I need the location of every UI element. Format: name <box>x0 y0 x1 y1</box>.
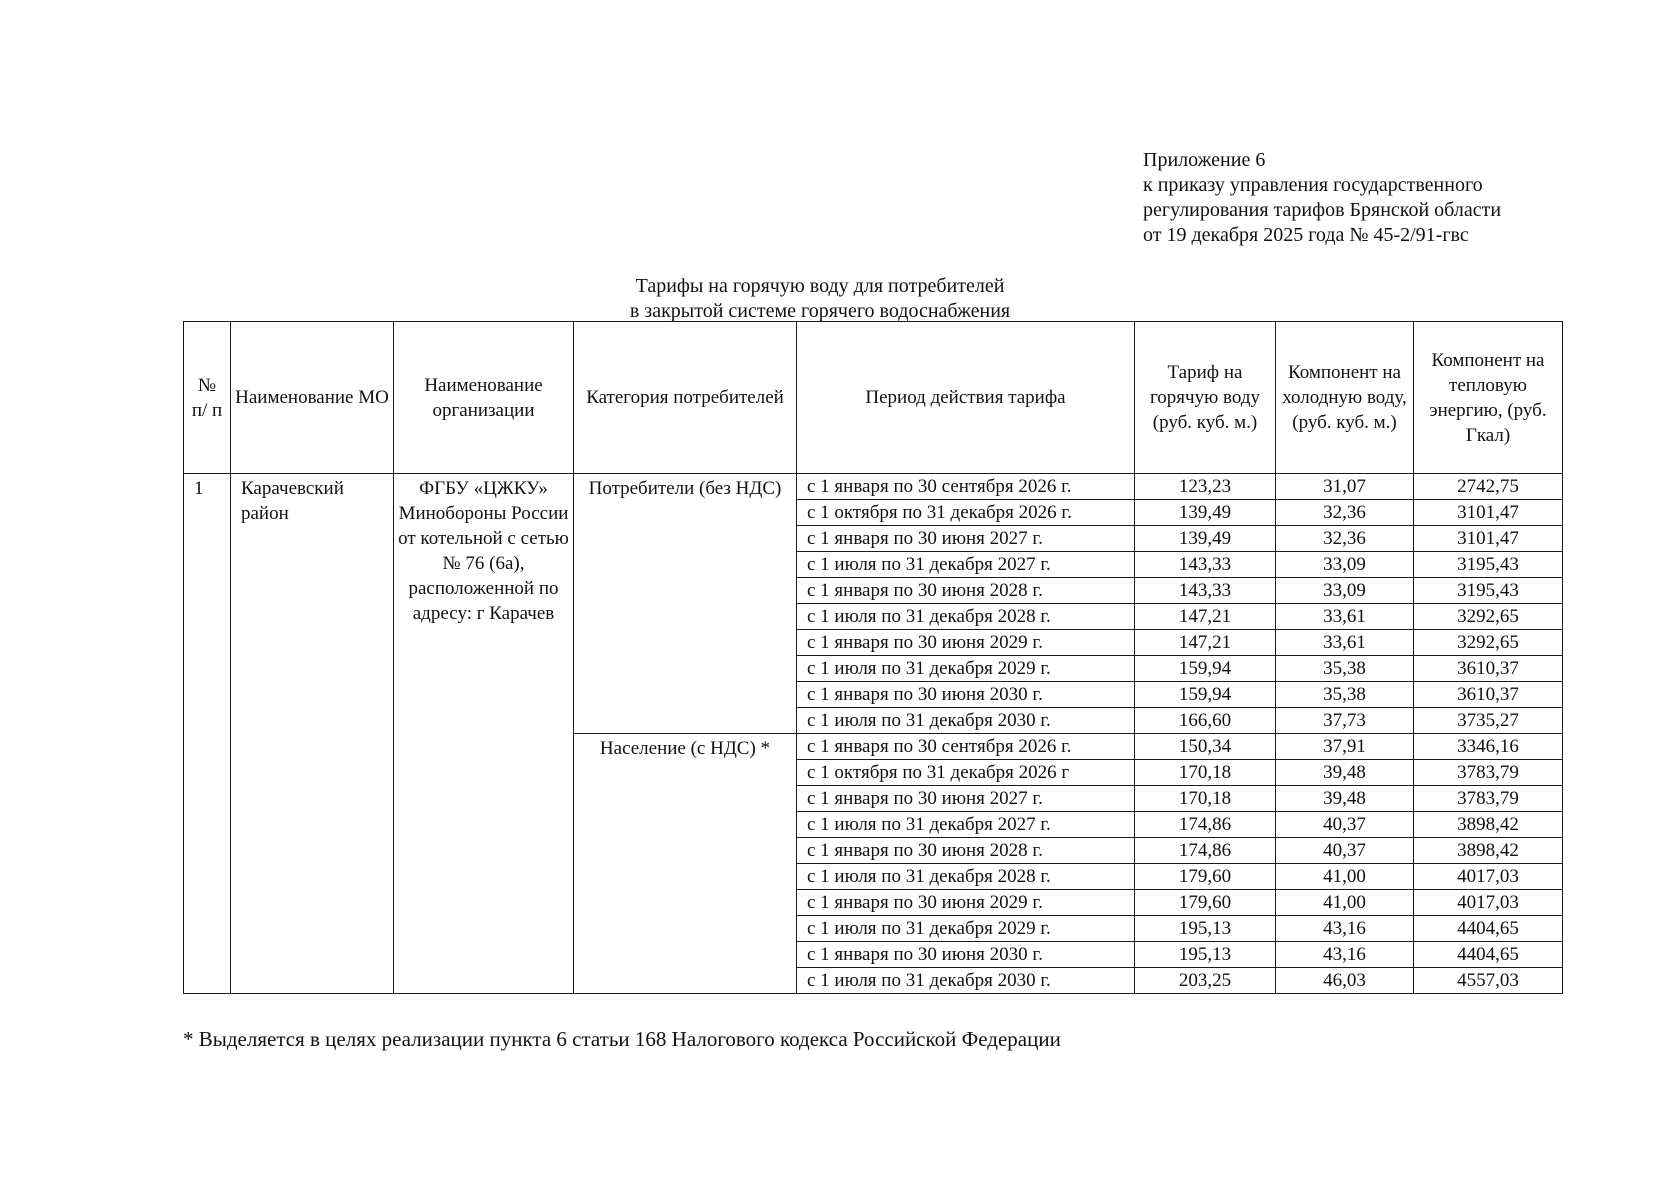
tariff-cell: 139,49 <box>1135 526 1276 552</box>
appendix-line: Приложение 6 <box>1143 149 1266 171</box>
title-line: в закрытой системе горячего водоснабжения <box>629 300 1011 322</box>
heat-energy-cell: 3610,37 <box>1414 682 1563 708</box>
heat-energy-cell: 2742,75 <box>1414 474 1563 500</box>
cold-water-cell: 32,36 <box>1276 526 1414 552</box>
municipality-cell: Карачевский район <box>231 474 394 994</box>
cold-water-cell: 33,09 <box>1276 578 1414 604</box>
period-cell: с 1 июля по 31 декабря 2028 г. <box>797 864 1135 890</box>
tariff-cell: 195,13 <box>1135 916 1276 942</box>
heat-energy-cell: 4557,03 <box>1414 968 1563 994</box>
appendix-block <box>1143 148 1501 248</box>
cold-water-cell: 37,73 <box>1276 708 1414 734</box>
period-cell: с 1 июля по 31 декабря 2029 г. <box>797 656 1135 682</box>
cold-water-cell: 33,61 <box>1276 630 1414 656</box>
period-cell: с 1 января по 30 июня 2028 г. <box>797 838 1135 864</box>
cold-water-cell: 43,16 <box>1276 916 1414 942</box>
period-cell: с 1 января по 30 сентября 2026 г. <box>797 734 1135 760</box>
header-cold-water: Компонент на холодную воду, (руб. куб. м.) <box>1276 322 1414 474</box>
tariff-cell: 139,49 <box>1135 500 1276 526</box>
tariff-cell: 159,94 <box>1135 656 1276 682</box>
header-heat-energy: Компонент на тепловую энергию, (руб. Гкал) <box>1414 322 1563 474</box>
heat-energy-cell: 3346,16 <box>1414 734 1563 760</box>
appendix-line: регулирования тарифов Брянской области <box>1143 199 1502 221</box>
heat-energy-cell: 3195,43 <box>1414 552 1563 578</box>
heat-energy-cell: 3292,65 <box>1414 604 1563 630</box>
period-cell: с 1 января по 30 июня 2027 г. <box>797 526 1135 552</box>
category-cell: Потребители (без НДС) <box>574 474 797 734</box>
heat-energy-cell: 3101,47 <box>1414 500 1563 526</box>
tariff-cell: 159,94 <box>1135 682 1276 708</box>
period-cell: с 1 июля по 31 декабря 2027 г. <box>797 812 1135 838</box>
cold-water-cell: 40,37 <box>1276 812 1414 838</box>
title-line: Тарифы на горячую воду для потребителей <box>635 275 1005 297</box>
heat-energy-cell: 4017,03 <box>1414 864 1563 890</box>
period-cell: с 1 июля по 31 декабря 2027 г. <box>797 552 1135 578</box>
period-cell: с 1 июля по 31 декабря 2030 г. <box>797 968 1135 994</box>
cold-water-cell: 35,38 <box>1276 682 1414 708</box>
header-org: Наименование организации <box>394 322 574 474</box>
period-cell: с 1 января по 30 июня 2029 г. <box>797 630 1135 656</box>
appendix-line: от 19 декабря 2025 года № 45-2/91-гвс <box>1143 224 1469 246</box>
period-cell: с 1 января по 30 июня 2027 г. <box>797 786 1135 812</box>
period-cell: с 1 января по 30 июня 2030 г. <box>797 942 1135 968</box>
tariff-cell: 179,60 <box>1135 864 1276 890</box>
cold-water-cell: 43,16 <box>1276 942 1414 968</box>
appendix-line: к приказу управления государственного <box>1143 174 1483 196</box>
tariff-table <box>183 321 1563 994</box>
table-row <box>184 474 1563 500</box>
tariff-cell: 150,34 <box>1135 734 1276 760</box>
header-row <box>184 322 1563 474</box>
heat-energy-cell: 3195,43 <box>1414 578 1563 604</box>
cold-water-cell: 35,38 <box>1276 656 1414 682</box>
tariff-cell: 170,18 <box>1135 760 1276 786</box>
cold-water-cell: 40,37 <box>1276 838 1414 864</box>
tariff-cell: 203,25 <box>1135 968 1276 994</box>
heat-energy-cell: 4017,03 <box>1414 890 1563 916</box>
organization-cell: ФГБУ «ЦЖКУ» Минобороны России от котельной с сетью № 76 (6а), расположенной по адресу: г Карачев <box>394 474 574 994</box>
tariff-cell: 143,33 <box>1135 552 1276 578</box>
cold-water-cell: 41,00 <box>1276 864 1414 890</box>
period-cell: с 1 января по 30 сентября 2026 г. <box>797 474 1135 500</box>
row-number-cell: 1 <box>184 474 231 994</box>
tariff-cell: 123,23 <box>1135 474 1276 500</box>
tariff-cell: 147,21 <box>1135 604 1276 630</box>
period-cell: с 1 января по 30 июня 2029 г. <box>797 890 1135 916</box>
header-num: № п/ п <box>184 322 231 474</box>
heat-energy-cell: 4404,65 <box>1414 916 1563 942</box>
cold-water-cell: 37,91 <box>1276 734 1414 760</box>
header-period: Период действия тарифа <box>797 322 1135 474</box>
tariff-cell: 143,33 <box>1135 578 1276 604</box>
heat-energy-cell: 3783,79 <box>1414 760 1563 786</box>
header-mo: Наименование МО <box>231 322 394 474</box>
heat-energy-cell: 3735,27 <box>1414 708 1563 734</box>
cold-water-cell: 39,48 <box>1276 786 1414 812</box>
table-body <box>184 474 1563 994</box>
cold-water-cell: 32,36 <box>1276 500 1414 526</box>
header-tariff: Тариф на горячую воду (руб. куб. м.) <box>1135 322 1276 474</box>
category-cell: Население (с НДС) * <box>574 734 797 994</box>
period-cell: с 1 июля по 31 декабря 2029 г. <box>797 916 1135 942</box>
heat-energy-cell: 3610,37 <box>1414 656 1563 682</box>
header-category: Категория потребителей <box>574 322 797 474</box>
tariff-cell: 174,86 <box>1135 812 1276 838</box>
footnote: * Выделяется в целях реализации пункта 6 статьи 168 Налогового кодекса Российской Федерации <box>183 1027 1061 1051</box>
period-cell: с 1 января по 30 июня 2028 г. <box>797 578 1135 604</box>
heat-energy-cell: 3783,79 <box>1414 786 1563 812</box>
cold-water-cell: 33,61 <box>1276 604 1414 630</box>
cold-water-cell: 46,03 <box>1276 968 1414 994</box>
heat-energy-cell: 4404,65 <box>1414 942 1563 968</box>
period-cell: с 1 июля по 31 декабря 2030 г. <box>797 708 1135 734</box>
cold-water-cell: 39,48 <box>1276 760 1414 786</box>
period-cell: с 1 октября по 31 декабря 2026 г <box>797 760 1135 786</box>
heat-energy-cell: 3898,42 <box>1414 812 1563 838</box>
tariff-cell: 147,21 <box>1135 630 1276 656</box>
period-cell: с 1 июля по 31 декабря 2028 г. <box>797 604 1135 630</box>
heat-energy-cell: 3292,65 <box>1414 630 1563 656</box>
cold-water-cell: 41,00 <box>1276 890 1414 916</box>
cold-water-cell: 33,09 <box>1276 552 1414 578</box>
heat-energy-cell: 3101,47 <box>1414 526 1563 552</box>
tariff-cell: 179,60 <box>1135 890 1276 916</box>
tariff-cell: 195,13 <box>1135 942 1276 968</box>
tariff-cell: 170,18 <box>1135 786 1276 812</box>
tariff-cell: 166,60 <box>1135 708 1276 734</box>
tariff-cell: 174,86 <box>1135 838 1276 864</box>
period-cell: с 1 января по 30 июня 2030 г. <box>797 682 1135 708</box>
document-title <box>560 274 1080 324</box>
period-cell: с 1 октября по 31 декабря 2026 г. <box>797 500 1135 526</box>
heat-energy-cell: 3898,42 <box>1414 838 1563 864</box>
cold-water-cell: 31,07 <box>1276 474 1414 500</box>
